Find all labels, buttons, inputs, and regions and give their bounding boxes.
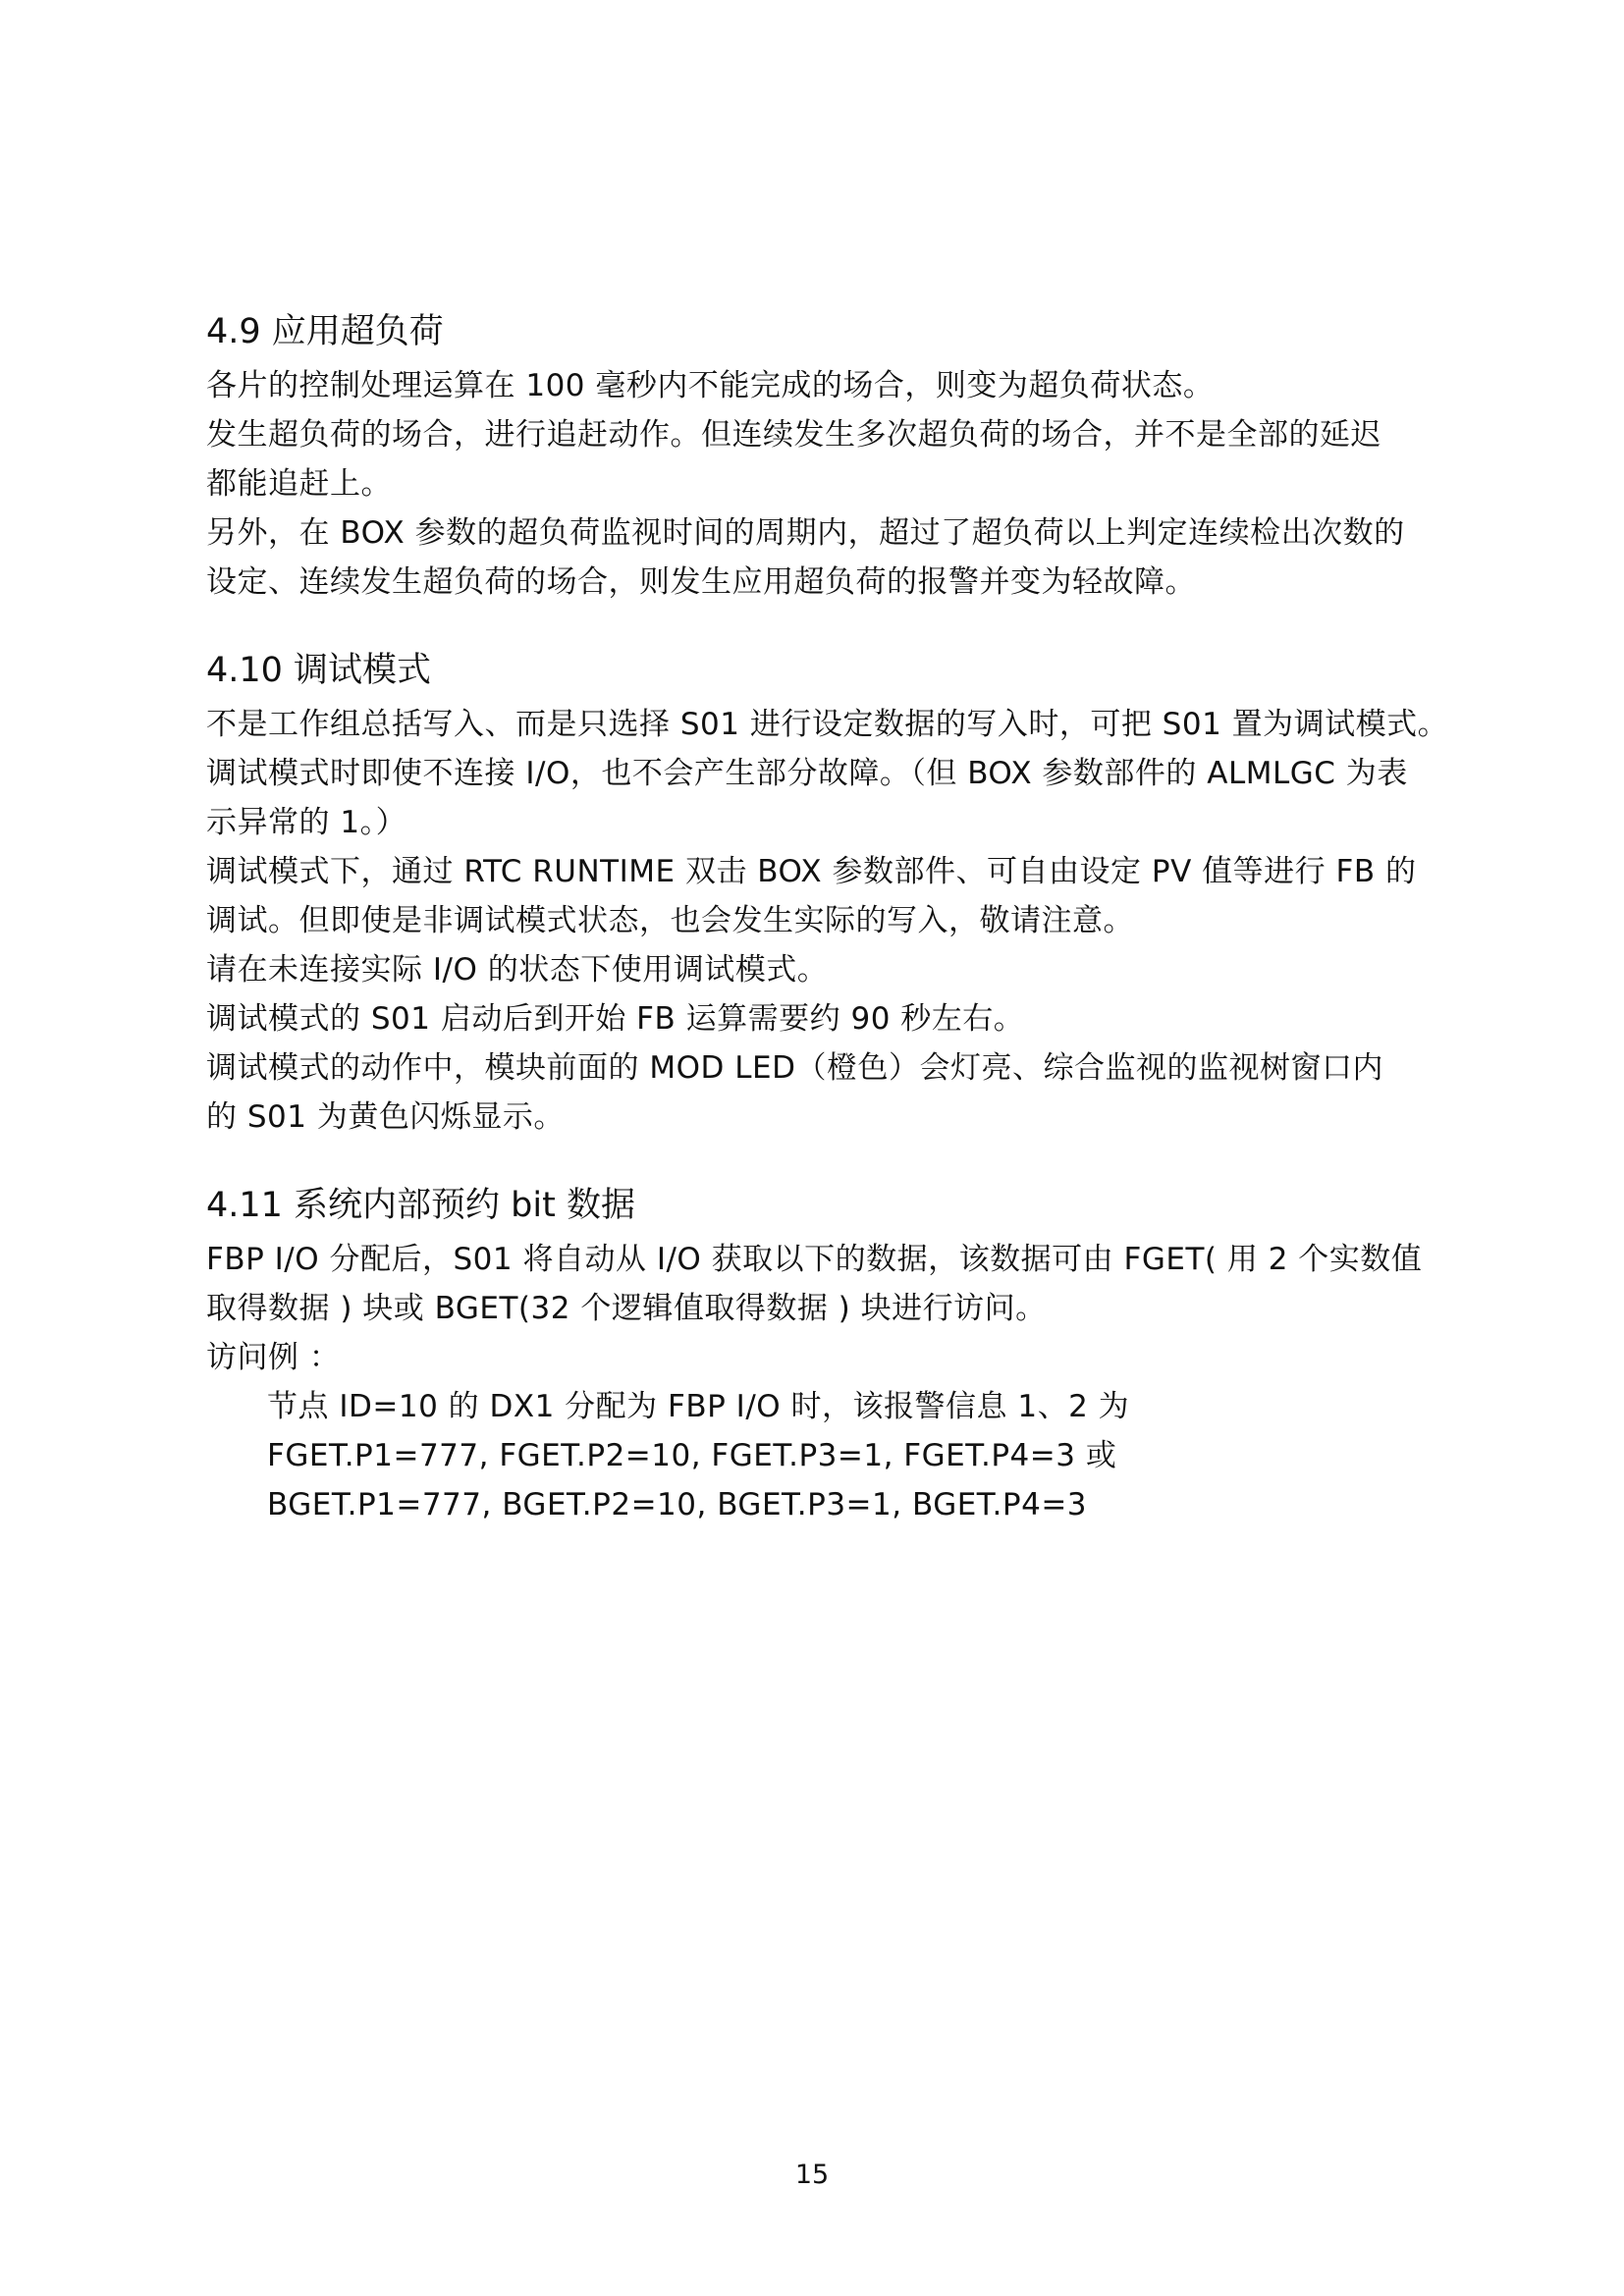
page-number: 15 xyxy=(794,2160,830,2190)
section-title: 4.9 应用超负荷 xyxy=(206,312,444,351)
paragraph-line: 调试。但即使是非调试模式状态，也会发生实际的写入，敬请注意。 xyxy=(206,903,1134,938)
section-reserved-bit-data xyxy=(206,1186,1483,1529)
paragraph-line: FBP I/O 分配后，S01 将自动从 I/O 获取以下的数据，该数据可由 FGET( 用 2 个实数值 xyxy=(206,1242,1423,1277)
paragraph-line: 访问例 ： xyxy=(206,1340,341,1375)
paragraph-line: 设定、连续发生超负荷的场合，则发生应用超负荷的报警并变为轻故障。 xyxy=(206,564,1196,600)
example-line: FGET.P1=777, FGET.P2=10, FGET.P3=1, FGET.P4=3 或 xyxy=(267,1438,1117,1473)
paragraph-line: 调试模式时即使不连接 I/O，也不会产生部分故障。（但 BOX 参数部件的 ALMLGC 为表 xyxy=(206,756,1408,791)
paragraph-line: 另外，在 BOX 参数的超负荷监视时间的周期内，超过了超负荷以上判定连续检出次数的 xyxy=(206,515,1405,551)
example-line: BGET.P1=777, BGET.P2=10, BGET.P3=1, BGET.P4=3 xyxy=(267,1487,1088,1522)
paragraph-line: 示异常的 1。） xyxy=(206,805,407,840)
section-application-overload xyxy=(206,312,1483,607)
paragraph-line: 请在未连接实际 I/O 的状态下使用调试模式。 xyxy=(206,952,829,988)
paragraph-line: 取得数据 ) 块或 BGET(32 个逻辑值取得数据 ) 块进行访问。 xyxy=(206,1291,1047,1326)
paragraph-line: 的 S01 为黄色闪烁显示。 xyxy=(206,1099,565,1135)
paragraph-line: 都能追赶上。 xyxy=(206,466,392,502)
paragraph-line: 发生超负荷的场合，进行追赶动作。但连续发生多次超负荷的场合，并不是全部的延迟 xyxy=(206,417,1381,453)
example-line: 节点 ID=10 的 DX1 分配为 FBP I/O 时，该报警信息 1、2 为 xyxy=(267,1389,1130,1424)
paragraph-line: 调试模式下，通过 RTC RUNTIME 双击 BOX 参数部件、可自由设定 PV 值等进行 FB 的 xyxy=(206,854,1417,889)
section-debug-mode xyxy=(206,651,1483,1142)
paragraph-line: 调试模式的 S01 启动后到开始 FB 运算需要约 90 秒左右。 xyxy=(206,1001,1025,1037)
document-page xyxy=(206,312,1483,1574)
paragraph-line: 调试模式的动作中，模块前面的 MOD LED（橙色）会灯亮、综合监视的监视树窗口内 xyxy=(206,1050,1383,1086)
section-title: 4.10 调试模式 xyxy=(206,651,432,690)
paragraph-line: 不是工作组总括写入、而是只选择 S01 进行设定数据的写入时，可把 S01 置为调试模式。 xyxy=(206,707,1449,742)
paragraph-line: 各片的控制处理运算在 100 毫秒内不能完成的场合，则变为超负荷状态。 xyxy=(206,368,1215,403)
section-title: 4.11 系统内部预约 bit 数据 xyxy=(206,1186,635,1225)
